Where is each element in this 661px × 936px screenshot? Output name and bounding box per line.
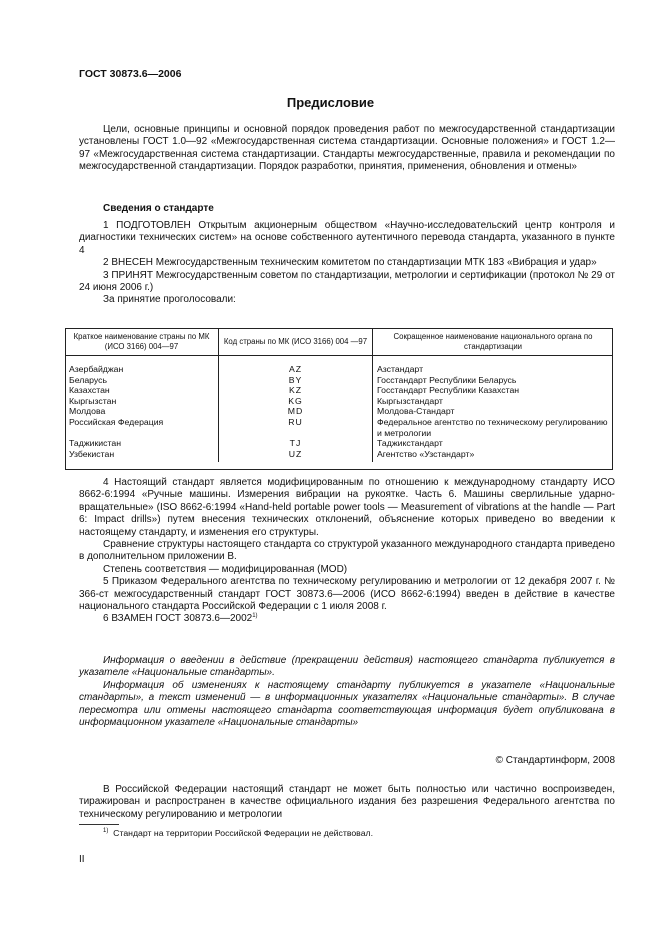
country-code: KZ xyxy=(219,385,373,396)
standards-body: Азстандарт xyxy=(377,364,424,374)
voting-countries-table xyxy=(65,328,613,462)
country-code: RU xyxy=(219,417,373,438)
standards-body: Таджикстандарт xyxy=(377,438,443,449)
footnote xyxy=(103,828,373,838)
country-name: Узбекистан xyxy=(65,449,219,463)
table-header-row xyxy=(65,328,613,356)
column-header-body: Сокращенное наименование национального органа по стандартизации xyxy=(373,328,614,356)
country-code: UZ xyxy=(219,449,373,463)
vote-label: За принятие проголосовали: xyxy=(103,294,236,306)
publication-info-block xyxy=(79,655,615,729)
column-header-code: Код страны по МК (ИСО 3166) 004 —97 xyxy=(219,328,373,356)
standards-body: Кыргызстандарт xyxy=(377,395,443,406)
item-4-structure-comparison: Сравнение структуры настоящего стандарта со структурой указанного международного стандарта приведено в дополнительном приложении В. xyxy=(79,539,615,563)
standard-info-continued xyxy=(79,477,615,626)
table-row xyxy=(65,406,613,417)
info-introduction: Информация о введении в действие (прекращении действия) настоящего стандарта публикуется в указателе «Национальные стандарты». xyxy=(79,655,615,679)
country-code: MD xyxy=(219,406,373,417)
standard-info-block xyxy=(79,220,615,307)
country-code: BY xyxy=(219,375,373,386)
document-header: ГОСТ 30873.6—2006 xyxy=(79,68,182,80)
item-4-conformity-degree: Степень соответствия — модифицированная (MOD) xyxy=(103,563,348,575)
standards-body: Федеральное агентство по техническому регулированию и метрологии xyxy=(377,416,608,438)
country-name: Азербайджан xyxy=(65,356,219,375)
table-row xyxy=(65,438,613,449)
footnote-text: Стандарт на территории Российской Федерации не действовал. xyxy=(113,828,374,838)
footnote-ref: 1) xyxy=(252,613,258,620)
country-name: Казахстан xyxy=(65,385,219,396)
table-row xyxy=(65,356,613,375)
intro-block xyxy=(79,124,615,174)
page-number: II xyxy=(79,854,85,865)
table-row xyxy=(65,396,613,407)
table-row xyxy=(65,385,613,396)
standards-body: Госстандарт Республики Беларусь xyxy=(377,374,517,385)
footnote-divider xyxy=(79,824,119,825)
column-header-country: Краткое наименование страны по МК (ИСО 3166) 004—97 xyxy=(65,328,219,356)
item-5-order: 5 Приказом Федерального агентства по техническому регулированию и метрологии от 12 декабря 2007 г. № 366-ст межгосударственный стандарт ГОСТ 30873.6—2006 (ИСО 8662-6:1994) введен в действие в качестве национального стандарта Российской Федерации с 1 июля 2008 г. xyxy=(79,576,615,613)
item-3-adopted: 3 ПРИНЯТ Межгосударственным советом по стандартизации, метрологии и сертификации (протокол № 29 от 24 июня 2006 г.) xyxy=(79,269,615,294)
page-title: Предисловие xyxy=(286,95,375,110)
footnote-mark: 1) xyxy=(103,828,109,834)
item-4-modification: 4 Настоящий стандарт является модифицированным по отношению к международному стандарту ИСО 8662-6:1994 «Ручные машины. Измерения вибрации на рукоятке. Часть 6. Машины сверлильные ударно-вращательные» (ISO 8662-6:1994 «Hand-held portable power tools — Measurement of vibrations at the handle — Part 6: Impact drills») путем внесения технических отклонений, объяснение которых приведено во введении к настоящему стандарту, и изменения его структуры. xyxy=(79,477,615,538)
reproduction-notice: В Российской Федерации настоящий стандарт не может быть полностью или частично воспроизведен, тиражирован и распространен в качестве официального издания без разрешения Федерального агентства по техническому регулированию и метрологии xyxy=(79,784,615,820)
country-name: Кыргызстан xyxy=(65,396,219,407)
item-6-text: 6 ВЗАМЕН ГОСТ 30873.6—2002 xyxy=(103,613,253,625)
standards-body: Агентство «Узстандарт» xyxy=(377,448,475,459)
country-code: AZ xyxy=(219,356,373,375)
country-name: Российская Федерация xyxy=(65,417,219,438)
intro-paragraph: Цели, основные принципы и основной порядок проведения работ по межгосударственной стандартизации установлены ГОСТ 1.0—92 «Межгосударственная система стандартизации. Основные положения» и ГОСТ 1.2—97 «Межгосударственная система стандартизации. Стандарты межгосударственные, правила и рекомендации по межгосударственной стандартизации. Порядок разработки, принятия, применения, обновления и отмены» xyxy=(79,124,615,173)
country-code: KG xyxy=(219,396,373,407)
table-row xyxy=(65,449,613,463)
country-name: Молдова xyxy=(65,406,219,417)
info-changes: Информация об изменениях к настоящему стандарту публикуется в указателе «Национальные стандарты», а текст изменений — в информационных указателях «Национальные стандарты». В случае пересмотра или отмены настоящего стандарта соответствующая информация будет опубликована в информационном указателе «Национальные стандарты» xyxy=(79,679,615,729)
item-6-replaces xyxy=(79,613,615,625)
copyright-block xyxy=(79,755,615,767)
table-row xyxy=(65,375,613,386)
country-name: Таджикистан xyxy=(65,438,219,449)
country-name: Беларусь xyxy=(65,375,219,386)
standards-body: Госстандарт Республики Казахстан xyxy=(377,385,520,396)
copyright: © Стандартинформ, 2008 xyxy=(495,755,615,766)
country-code: TJ xyxy=(219,438,373,449)
section-title: Сведения о стандарте xyxy=(103,203,214,214)
table-row xyxy=(65,417,613,438)
notice-block xyxy=(79,784,615,821)
item-1-prepared: 1 ПОДГОТОВЛЕН Открытым акционерным обществом «Научно-исследовательский центр контроля и диагностики технических систем» на основе собственного аутентичного перевода стандарта, указанного в пункте 4 xyxy=(79,220,615,256)
item-2-introduced: 2 ВНЕСЕН Межгосударственным техническим комитетом по стандартизации МТК 183 «Вибрация и удар» xyxy=(103,257,597,269)
standards-body: Молдова-Стандарт xyxy=(377,406,455,417)
